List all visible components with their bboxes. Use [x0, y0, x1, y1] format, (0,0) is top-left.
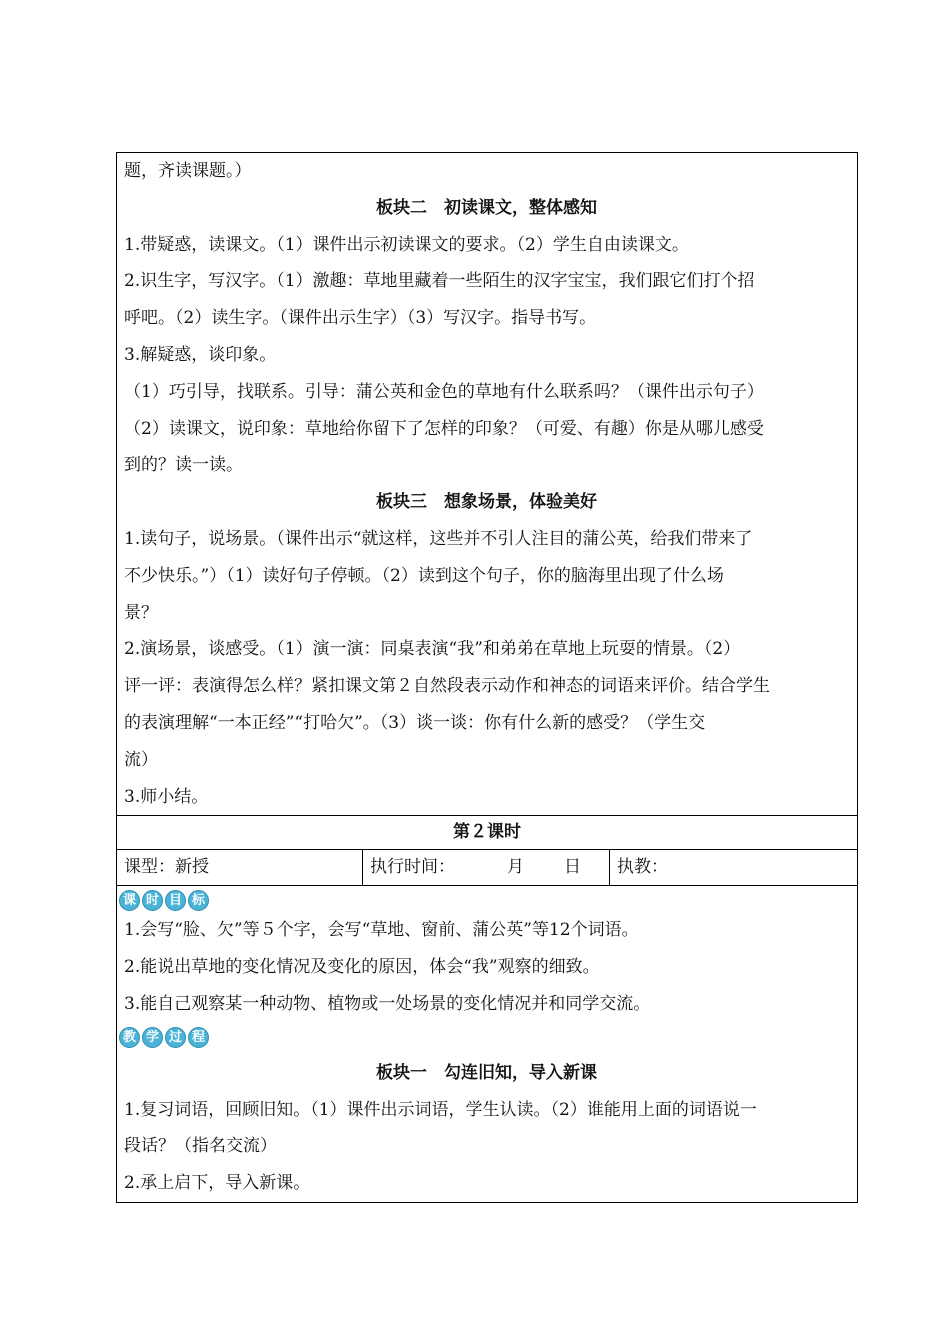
time-label: 执行时间：: [370, 857, 455, 878]
carry-over-text: 题，齐读课题。）: [124, 161, 252, 181]
block3-line: 景？: [124, 602, 158, 623]
badge-char: 过: [165, 1027, 186, 1048]
lesson2-info-row: [117, 849, 857, 885]
block3-heading: 板块三 想象场景，体验美好: [376, 492, 597, 513]
lesson-plan-table: [116, 152, 858, 1203]
block2-line: 呼吧。（2）读生字。（课件出示生字）（3）写汉字。指导书写。: [124, 308, 597, 329]
process-badge: [119, 1027, 209, 1048]
block3-line: 2.演场景，谈感受。（1）演一演：同桌表演“我”和弟弟在草地上玩耍的情景。（2）: [124, 639, 741, 660]
execution-time-cell: [363, 850, 610, 885]
block2-line: 到的？读一读。: [124, 455, 243, 476]
badge-char: 课: [119, 890, 140, 911]
badge-char: 标: [188, 890, 209, 911]
objectives-list: [117, 912, 849, 1022]
lesson2-title: 第２课时: [453, 822, 521, 843]
block1-line: 1.复习词语，回顾旧知。（1）课件出示词语，学生认读。（2）谁能用上面的词语说一: [124, 1099, 757, 1120]
block3-line: 1.读句子，说场景。（课件出示“就这样，这些并不引人注目的蒲公英，给我们带来了: [124, 528, 753, 549]
block2-line: （1）巧引导，找联系。引导：蒲公英和金色的草地有什么联系吗？（课件出示句子）: [124, 381, 764, 402]
lesson2-body: [117, 886, 857, 1202]
process-badge-line: [117, 1023, 849, 1049]
objective-item: 3.能自己观察某一种动物、植物或一处场景的变化情况并和同学交流。: [124, 993, 651, 1014]
objective-item: 2.能说出草地的变化情况及变化的原因，体会“我”观察的细致。: [124, 957, 600, 978]
month-label: 月: [507, 857, 524, 878]
lesson2-body-row: [117, 885, 857, 1202]
day-label: 日: [564, 857, 581, 878]
block3-line: 不少快乐。”）（1）读好句子停顿。（2）读到这个句子，你的脑海里出现了什么场: [124, 565, 724, 586]
badge-char: 学: [142, 1027, 163, 1048]
objectives-badge: [119, 890, 209, 911]
objectives-badge-line: [117, 886, 849, 912]
block2-line: 1.带疑惑，读课文。（1）课件出示初读课文的要求。（2）学生自由读课文。: [124, 234, 689, 255]
block1-line: 2.承上启下，导入新课。: [124, 1173, 311, 1194]
badge-char: 程: [188, 1027, 209, 1048]
block2-line: （2）读课文，说印象：草地给你留下了怎样的印象？（可爱、有趣）你是从哪儿感受: [124, 418, 764, 439]
badge-char: 时: [142, 890, 163, 911]
block3-line: 流）: [124, 749, 158, 770]
objective-item: 1.会写“脸、欠”等５个字，会写“草地、窗前、蒲公英”等12个词语。: [124, 920, 639, 941]
block1-heading: 板块一 勾连旧知，导入新课: [376, 1062, 597, 1083]
section-lesson1-cont: [117, 153, 857, 815]
lesson-type-cell: 课型：新授: [117, 850, 363, 885]
block1-line: 段话？（指名交流）: [124, 1136, 277, 1157]
block3-line: 的表演理解“一本正经”“打哈欠”。（3）谈一谈：你有什么新的感受？（学生交: [124, 712, 706, 733]
block3-line: 3.师小结。: [124, 786, 209, 807]
block3-line: 评一评：表演得怎么样？紧扣课文第２自然段表示动作和神态的词语来评价。结合学生: [124, 676, 770, 697]
block2-line: 2.识生字，写汉字。（1）激趣：草地里藏着一些陌生的汉字宝宝，我们跟它们打个招: [124, 271, 755, 292]
block2-heading: 板块二 初读课文，整体感知: [376, 197, 597, 218]
block2-line: 3.解疑惑，谈印象。: [124, 344, 277, 365]
teacher-cell: 执教：: [617, 857, 668, 878]
lesson2-title-row: [117, 815, 857, 849]
badge-char: 目: [165, 890, 186, 911]
table-border: [116, 152, 858, 1203]
process-section: [117, 1049, 849, 1202]
badge-char: 教: [119, 1027, 140, 1048]
